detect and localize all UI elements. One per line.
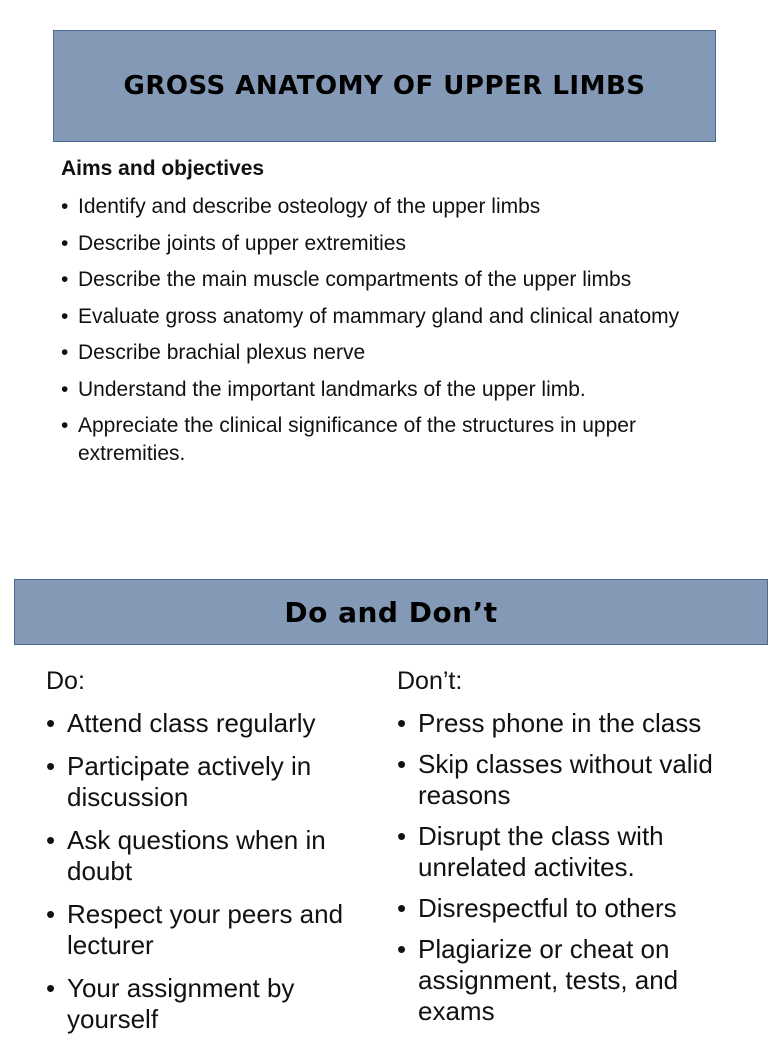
dont-heading: Don’t: [397, 667, 463, 695]
do-item: • Ask questions when in doubt [46, 825, 366, 887]
aims-item: • Appreciate the clinical significance of the structures in upper extremities. [61, 412, 721, 468]
aims-list [61, 193, 721, 477]
dont-item: • Skip classes without valid reasons [397, 749, 717, 811]
do-item: • Attend class regularly [46, 708, 366, 739]
aims-item: • Describe the main muscle compartments of the upper limbs [61, 266, 721, 294]
do-item: • Respect your peers and lecturer [46, 899, 366, 961]
aims-item: • Understand the important landmarks of the upper limb. [61, 376, 721, 404]
aims-item: • Describe joints of upper extremities [61, 230, 721, 258]
slide1-title: GROSS ANATOMY OF UPPER LIMBS [123, 71, 646, 101]
aims-item: • Identify and describe osteology of the upper limbs [61, 193, 721, 221]
dont-item: • Plagiarize or cheat on assignment, tests, and exams [397, 934, 717, 1027]
dont-list [397, 708, 717, 1037]
do-item: • Your assignment by yourself [46, 973, 366, 1035]
dont-item: • Disrupt the class with unrelated activites. [397, 821, 717, 883]
aims-item: • Evaluate gross anatomy of mammary gland and clinical anatomy [61, 303, 721, 331]
slide2-title-box [14, 579, 768, 645]
dont-item: • Disrespectful to others [397, 893, 717, 924]
do-heading: Do: [46, 667, 85, 695]
aims-heading: Aims and objectives [61, 157, 265, 180]
do-list [46, 708, 366, 1047]
slide1-title-box [53, 30, 716, 142]
aims-item: • Describe brachial plexus nerve [61, 339, 721, 367]
dont-item: • Press phone in the class [397, 708, 717, 739]
do-item: • Participate actively in discussion [46, 751, 366, 813]
slide2-title: Do and Don’t [284, 595, 498, 629]
